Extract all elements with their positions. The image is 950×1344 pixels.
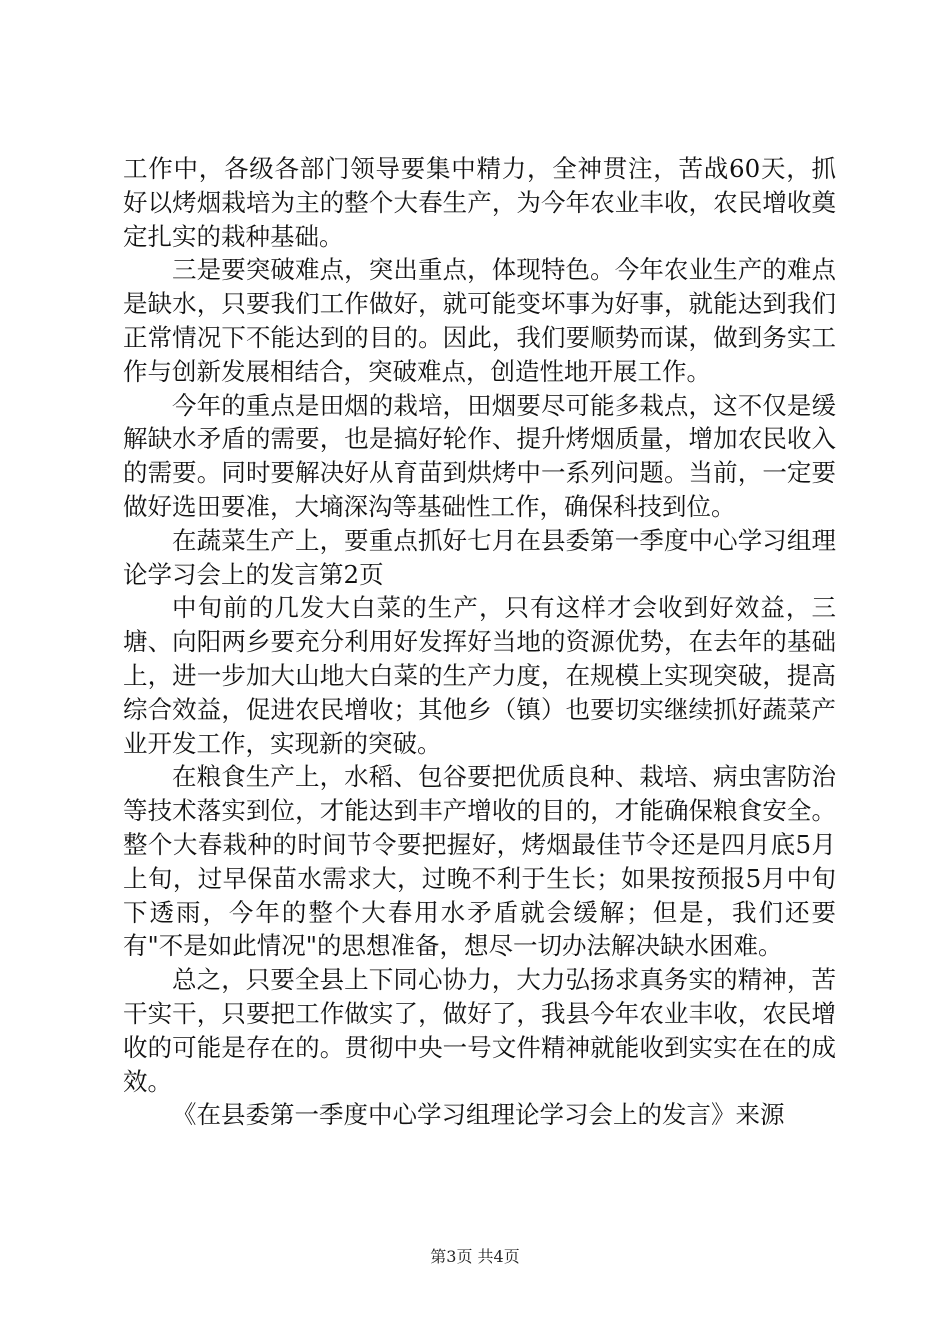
paragraph: 《在县委第一季度中心学习组理论学习会上的发言》来源 [172, 1100, 785, 1130]
document-body [123, 152, 836, 1132]
paragraph: 中旬前的几发大白菜的生产，只有这样才会收到好效益，三塘、向阳两乡要充分利用好发挥好当地的资源优势，在去年的基础上，进一步加大山地大白菜的生产力度，在规模上实现突破，提高综合效益，促进农民增收；其他乡（镇）也要切实继续抓好蔬菜产业开发工作，实现新的突破。 [123, 593, 836, 758]
paragraph: 在蔬菜生产上，要重点抓好七月在县委第一季度中心学习组理论学习会上的发言第2页 [123, 525, 836, 589]
paragraph: 工作中，各级各部门领导要集中精力，全神贯注，苦战60天，抓好以烤烟栽培为主的整个大春生产，为今年农业丰收，农民增收奠定扎实的栽种基础。 [123, 154, 836, 251]
paragraph: 三是要突破难点，突出重点，体现特色。今年农业生产的难点是缺水，只要我们工作做好，就可能变坏事为好事，就能达到我们正常情况下不能达到的目的。因此，我们要顺势而谋，做到务实工作与创新发展相结合，突破难点，创造性地开展工作。 [123, 255, 836, 386]
paragraph: 总之，只要全县上下同心协力，大力弘扬求真务实的精神，苦干实干，只要把工作做实了，做好了，我县今年农业丰收，农民增收的可能是存在的。贯彻中央一号文件精神就能收到实实在在的成效。 [123, 965, 836, 1096]
page-number-footer: 第3页 共4页 [430, 1247, 520, 1266]
paragraph: 在粮食生产上，水稻、包谷要把优质良种、栽培、病虫害防治等技术落实到位，才能达到丰产增收的目的，才能确保粮食安全。整个大春栽种的时间节令要把握好，烤烟最佳节令还是四月底5月上旬，过早保苗水需求大，过晚不利于生长；如果按预报5月中旬下透雨，今年的整个大春用水矛盾就会缓解；但是，我们还要有"不是如此情况"的思想准备，想尽一切办法解决缺水困难。 [123, 762, 836, 961]
paragraph: 今年的重点是田烟的栽培，田烟要尽可能多栽点，这不仅是缓解缺水矛盾的需要，也是搞好轮作、提升烤烟质量，增加农民收入的需要。同时要解决好从育苗到烘烤中一系列问题。当前，一定要做好选田要准，大墒深沟等基础性工作，确保科技到位。 [123, 390, 836, 521]
